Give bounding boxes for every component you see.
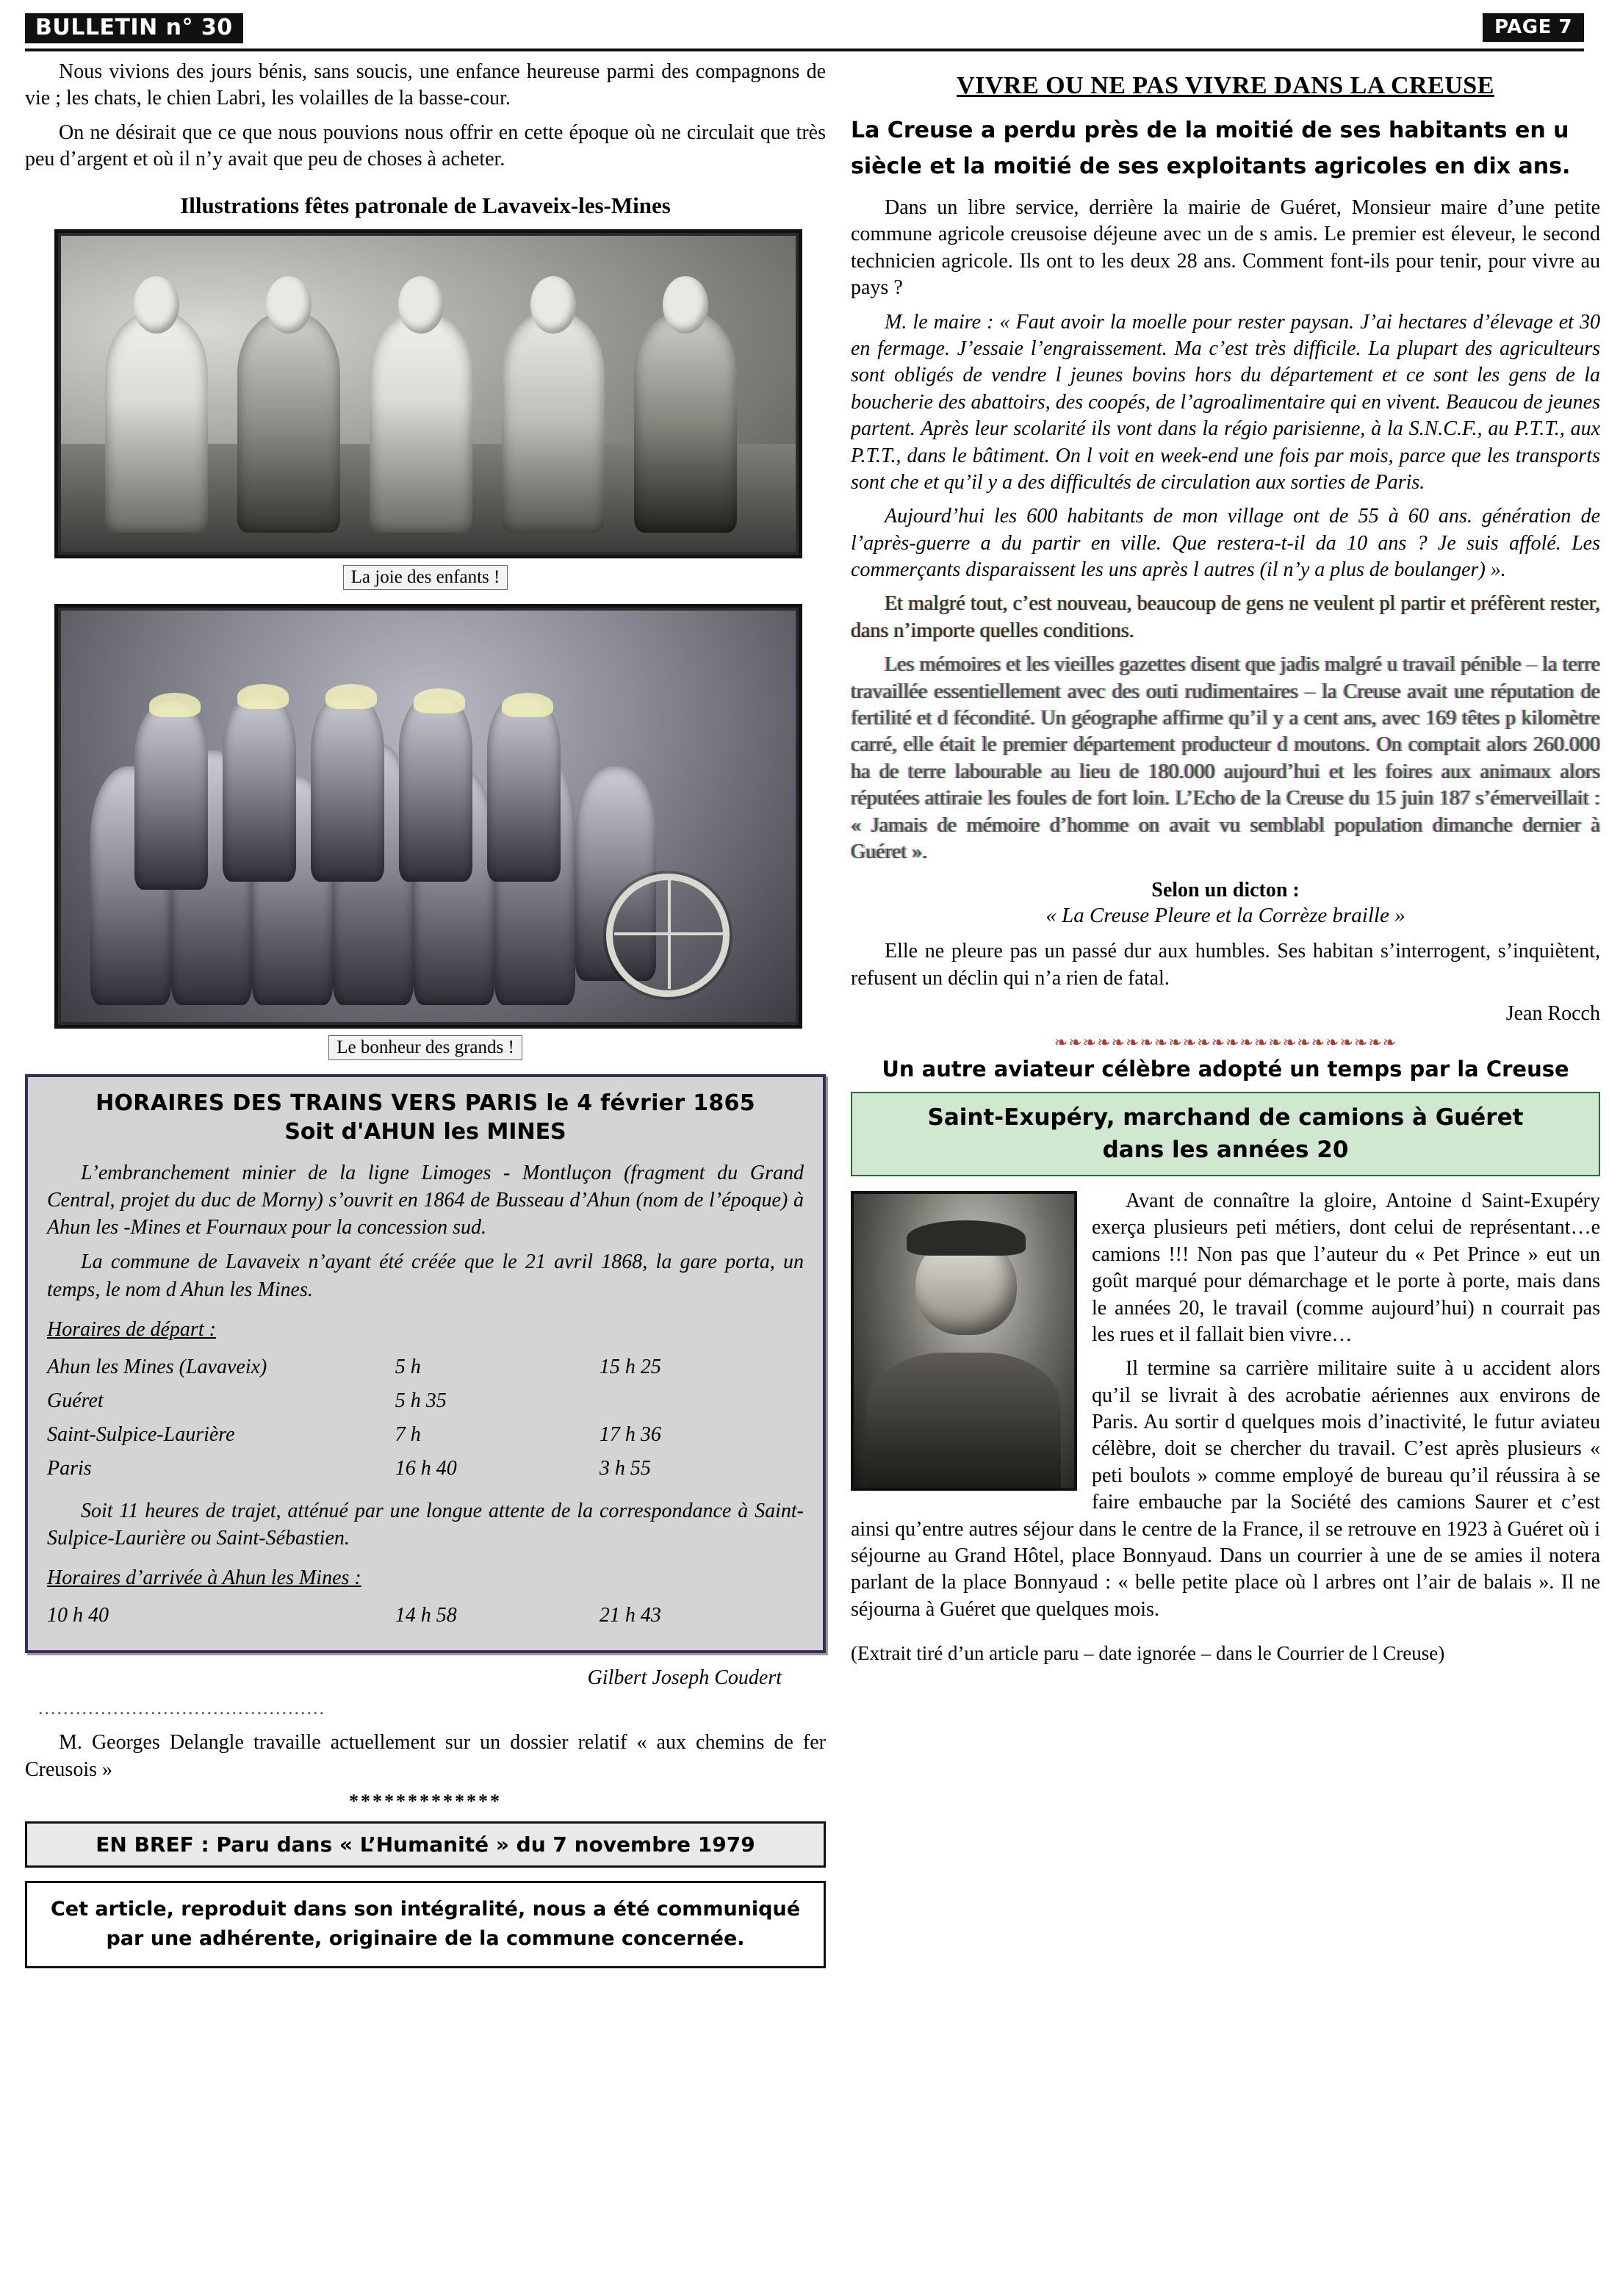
- photo-figure: [105, 312, 208, 533]
- train-paragraph-1: L’embranchement minier de la ligne Limoges - Montluçon (fragment du Grand Central, projet du duc de Morny) s’ouvrit en 1864 de Busseau d’Ahun (nom de l’époque) à Ahun les -Mines et Fournaux pour la concession sud.: [47, 1161, 804, 1239]
- station-name: Saint-Sulpice-Laurière: [47, 1422, 235, 1446]
- departure-time-2: [600, 1384, 804, 1418]
- right-paragraph-3: Aujourd’hui les 600 habitants de mon village ont de 55 à 60 ans. génération de l’après-guerre a du partir en ville. Que restera-t-il da 10 ans ? Je suis affolé. Les commerçants disparaissent les uns après l autres (il n’y a plus de boulanger) ».: [851, 505, 1600, 582]
- dotted-separator: ..............................................: [38, 1697, 325, 1719]
- saint-exupery-banner: [851, 1092, 1600, 1176]
- article-lede-line-2: siècle et la moitié de ses exploitants agricoles en dix ans.: [851, 153, 1571, 179]
- right-paragraph-4: Et malgré tout, c’est nouveau, beaucoup de gens ne veulent pl partir et préfèrent rester, dans n’importe quelles conditions.: [851, 592, 1600, 642]
- caption-text: La joie des enfants !: [343, 565, 508, 590]
- table-row: [47, 1350, 804, 1384]
- right-column: [851, 59, 1600, 1674]
- photo-figure: [399, 693, 472, 882]
- masthead: [25, 13, 1584, 51]
- saint-exupery-paragraph-2: Il termine sa carrière militaire suite à u accident alors qu’il se livrait à des acrobatie aériennes aux environs de Paris. Au sortir d quelques mois d’inactivité, le futur aviateu célèbre, doit se chercher du travail. C’est après plusieurs « peti boulots » comme employé de bureau qu’il réussira à se faire embauche par la Société des camions Saurer et c’est ainsi qu’entre autres séjour dans le centre de la France, il se retrouve en 1923 à Guéret où i séjourne au Grand Hôtel, place Bonnyaud. Dans un courrier à une de se amies il notera parlant de la place Bonnyaud : « belle petite place où l arbres ont l’air de balais ». Il ne séjourna à Guéret que quelques mois.: [851, 1357, 1600, 1621]
- table-row: [47, 1418, 804, 1452]
- train-schedule-title: HORAIRES DES TRAINS VERS PARIS le 4 février 1865: [96, 1090, 755, 1116]
- two-column-layout: [25, 59, 1600, 1968]
- saint-exupery-paragraph-1: Avant de connaître la gloire, Antoine d Saint-Exupéry exerça plusieurs peti métiers, dont celui de représentant…e camions !!! Non pas que l’auteur du « Pet Prince » eut un goût marqué pour démarchage et le porte à porte, mais dans le années 20, le travail (comme aujourd’hui) n courrait pas les rues et il fallait bien vivre…: [1092, 1189, 1600, 1346]
- departure-time-1: 16 h 40: [395, 1456, 457, 1480]
- closing-note-box: Cet article, reproduit dans son intégralité, nous a été communiqué par une adhérente, originaire de la commune concernée.: [25, 1881, 826, 1968]
- saint-exupery-portrait: [851, 1191, 1077, 1491]
- portrait-body: [867, 1353, 1061, 1488]
- photo-hat: [502, 693, 553, 718]
- photo-figure: [502, 312, 605, 533]
- illustrations-heading: Illustrations fêtes patronale de Lavaveix-les-Mines: [180, 192, 671, 218]
- photo-adults-image: [61, 611, 796, 1022]
- photo-hat: [325, 684, 377, 709]
- photo-figure: [311, 693, 384, 882]
- photo-figure: [237, 312, 340, 533]
- banner-line-2: dans les années 20: [1102, 1136, 1349, 1163]
- photo-adults-festival: [54, 604, 802, 1029]
- cart-wheel: [606, 874, 730, 997]
- station-name: Guéret: [47, 1389, 104, 1412]
- photo-adults-caption: [25, 1037, 826, 1058]
- arrival-time-1: 10 h 40: [47, 1604, 109, 1627]
- saint-exupery-section: [851, 1188, 1600, 1630]
- departure-time-1: 5 h: [395, 1355, 421, 1378]
- right-paragraph-2: M. le maire : « Faut avoir la moelle pour rester paysan. J’ai hectares d’élevage et 30 en fermage. J’essaie l’engraissement. Ma c’est très difficile. La plupart des agriculteurs sont obligés de vendre l jeunes bovins hors du département et ce sont les gens de la boucherie des abattoirs, des coopés, de l’agroalimentaire qui en vivent. Beaucou de jeunes partent. Après leur scolarité ils vont dans la régio parisienne, à la S.N.C.F., au P.T.T., aux P.T.T., dans le bâtiment. On l voit en week-end une fois par mois, parce que les transports sont che et qu’il y a des difficultés de circulation aux sorties de Paris.: [851, 310, 1600, 494]
- article-signature: Gilbert Joseph Coudert: [587, 1666, 782, 1690]
- page-title: VIVRE OU NE PAS VIVRE DANS LA CREUSE: [957, 72, 1494, 99]
- departures-heading: Horaires de départ :: [47, 1317, 216, 1341]
- page-number-label: PAGE 7: [1483, 13, 1584, 42]
- photo-hat: [237, 684, 289, 709]
- arrival-time-2: 14 h 58: [395, 1604, 457, 1627]
- station-name: Ahun les Mines (Lavaveix): [47, 1355, 267, 1378]
- en-bref-banner: EN BREF : Paru dans « L’Humanité » du 7 novembre 1979: [25, 1821, 826, 1868]
- decorative-divider: ❧❧❧❧❧❧❧❧❧❧❧❧❧❧❧❧❧❧❧❧❧❧❧❧: [1054, 1033, 1397, 1052]
- photo-figure: [134, 701, 208, 890]
- article-lede-line-1: La Creuse a perdu près de la moitié de ses habitants en u: [851, 118, 1569, 143]
- article-author: Jean Rocch: [1505, 1002, 1600, 1026]
- station-name: Paris: [47, 1456, 92, 1480]
- left-paragraph-3: M. Georges Delangle travaille actuellement sur un dossier relatif « aux chemins de fer Creusois »: [25, 1731, 826, 1781]
- table-row: [47, 1599, 804, 1633]
- portrait-cap: [907, 1220, 1026, 1256]
- bulletin-number-label: BULLETIN n° 30: [25, 13, 243, 43]
- train-note: Soit 11 heures de trajet, atténué par une longue attente de la correspondance à Saint-Sulpice-Laurière ou Saint-Sébastien.: [47, 1499, 804, 1550]
- right-paragraph-6: Elle ne pleure pas un passé dur aux humbles. Ses habitan s’interrogent, s’inquiètent, refusent un déclin qui n’a rien de fatal.: [851, 940, 1600, 990]
- departures-table: [47, 1350, 804, 1486]
- departure-time-2: 17 h 36: [599, 1422, 661, 1446]
- photo-figure: [370, 312, 472, 533]
- arrival-time-3: 21 h 43: [599, 1604, 661, 1627]
- photo-figure: [223, 693, 296, 882]
- departure-time-2: 3 h 55: [599, 1456, 651, 1480]
- left-paragraph-1: Nous vivions des jours bénis, sans soucis, une enfance heureuse parmi des compagnons de vie ; les chats, le chien Labri, les volailles de la basse-cour.: [25, 60, 826, 110]
- dicton-quote: « La Creuse Pleure et la Corrèze braille »: [1045, 904, 1405, 928]
- train-schedule-subtitle: Soit d'AHUN les MINES: [284, 1118, 566, 1145]
- extract-source-note: (Extrait tiré d’un article paru – date ignorée – dans le Courrier de l Creuse): [851, 1642, 1445, 1665]
- photo-hat: [414, 688, 465, 713]
- right-paragraph-5: Les mémoires et les vieilles gazettes disent que jadis malgré u travail pénible – la terre travaillée essentiellement avec des outi rudimentaires – la Creuse avait une réputation de fertilité et d fécondité. Un géographe affirme qu’il y a cent ans, avec 169 têtes p kilomètre carré, elle était le premier département producteur d moutons. On comptait alors 260.000 ha de terre labourable au lieu de 180.000 aujourd’hui et les foires aux animaux alors réputées attiraie les foules de fort loin. L’Echo de la Creuse du 15 juin 187 s’émerveillait : « Jamais de mémoire d’homme on avait vu semblabl population dimanche dernier à Guéret ».: [851, 653, 1600, 863]
- left-column: [25, 59, 826, 1968]
- photo-hat: [149, 693, 201, 718]
- arrivals-heading: Horaires d’arrivée à Ahun les Mines :: [47, 1566, 361, 1590]
- arrivals-table: [47, 1599, 804, 1633]
- left-paragraph-2: On ne désirait que ce que nous pouvions nous offrir en cette époque où ne circulait que très peu d’argent et où il n’y avait que peu de choses à acheter.: [25, 120, 826, 171]
- aviator-subtitle: Un autre aviateur célèbre adopté un temps par la Creuse: [882, 1057, 1569, 1082]
- photo-children-caption: [25, 567, 826, 588]
- departure-time-2: 15 h 25: [599, 1355, 661, 1378]
- photo-figure: [487, 693, 561, 882]
- departure-time-1: 7 h: [395, 1422, 421, 1446]
- train-paragraph-2: La commune de Lavaveix n’ayant été créée que le 21 avril 1868, la gare porta, un temps, le nom d Ahun les Mines.: [47, 1250, 804, 1301]
- photo-children-festival: [54, 229, 802, 558]
- table-row: [47, 1384, 804, 1418]
- right-paragraph-1: Dans un libre service, derrière la mairie de Guéret, Monsieur maire d’une petite commune agricole creusoise déjeune avec un de s amis. Le premier est éleveur, le second technicien agricole. Ils ont to les deux 28 ans. Comment font-ils pour tenir, pour vivre au pays ?: [851, 196, 1600, 300]
- dicton-heading: Selon un dicton :: [1151, 879, 1300, 902]
- table-row: [47, 1452, 804, 1486]
- photo-figure: [634, 312, 737, 533]
- train-schedule-box: [25, 1074, 826, 1654]
- banner-line-1: Saint-Exupéry, marchand de camions à Guéret: [927, 1104, 1524, 1131]
- stars-separator: *************: [349, 1790, 502, 1812]
- photo-children-image: [61, 236, 796, 552]
- caption-text: Le bonheur des grands !: [328, 1035, 522, 1060]
- departure-time-1: 5 h 35: [395, 1389, 447, 1412]
